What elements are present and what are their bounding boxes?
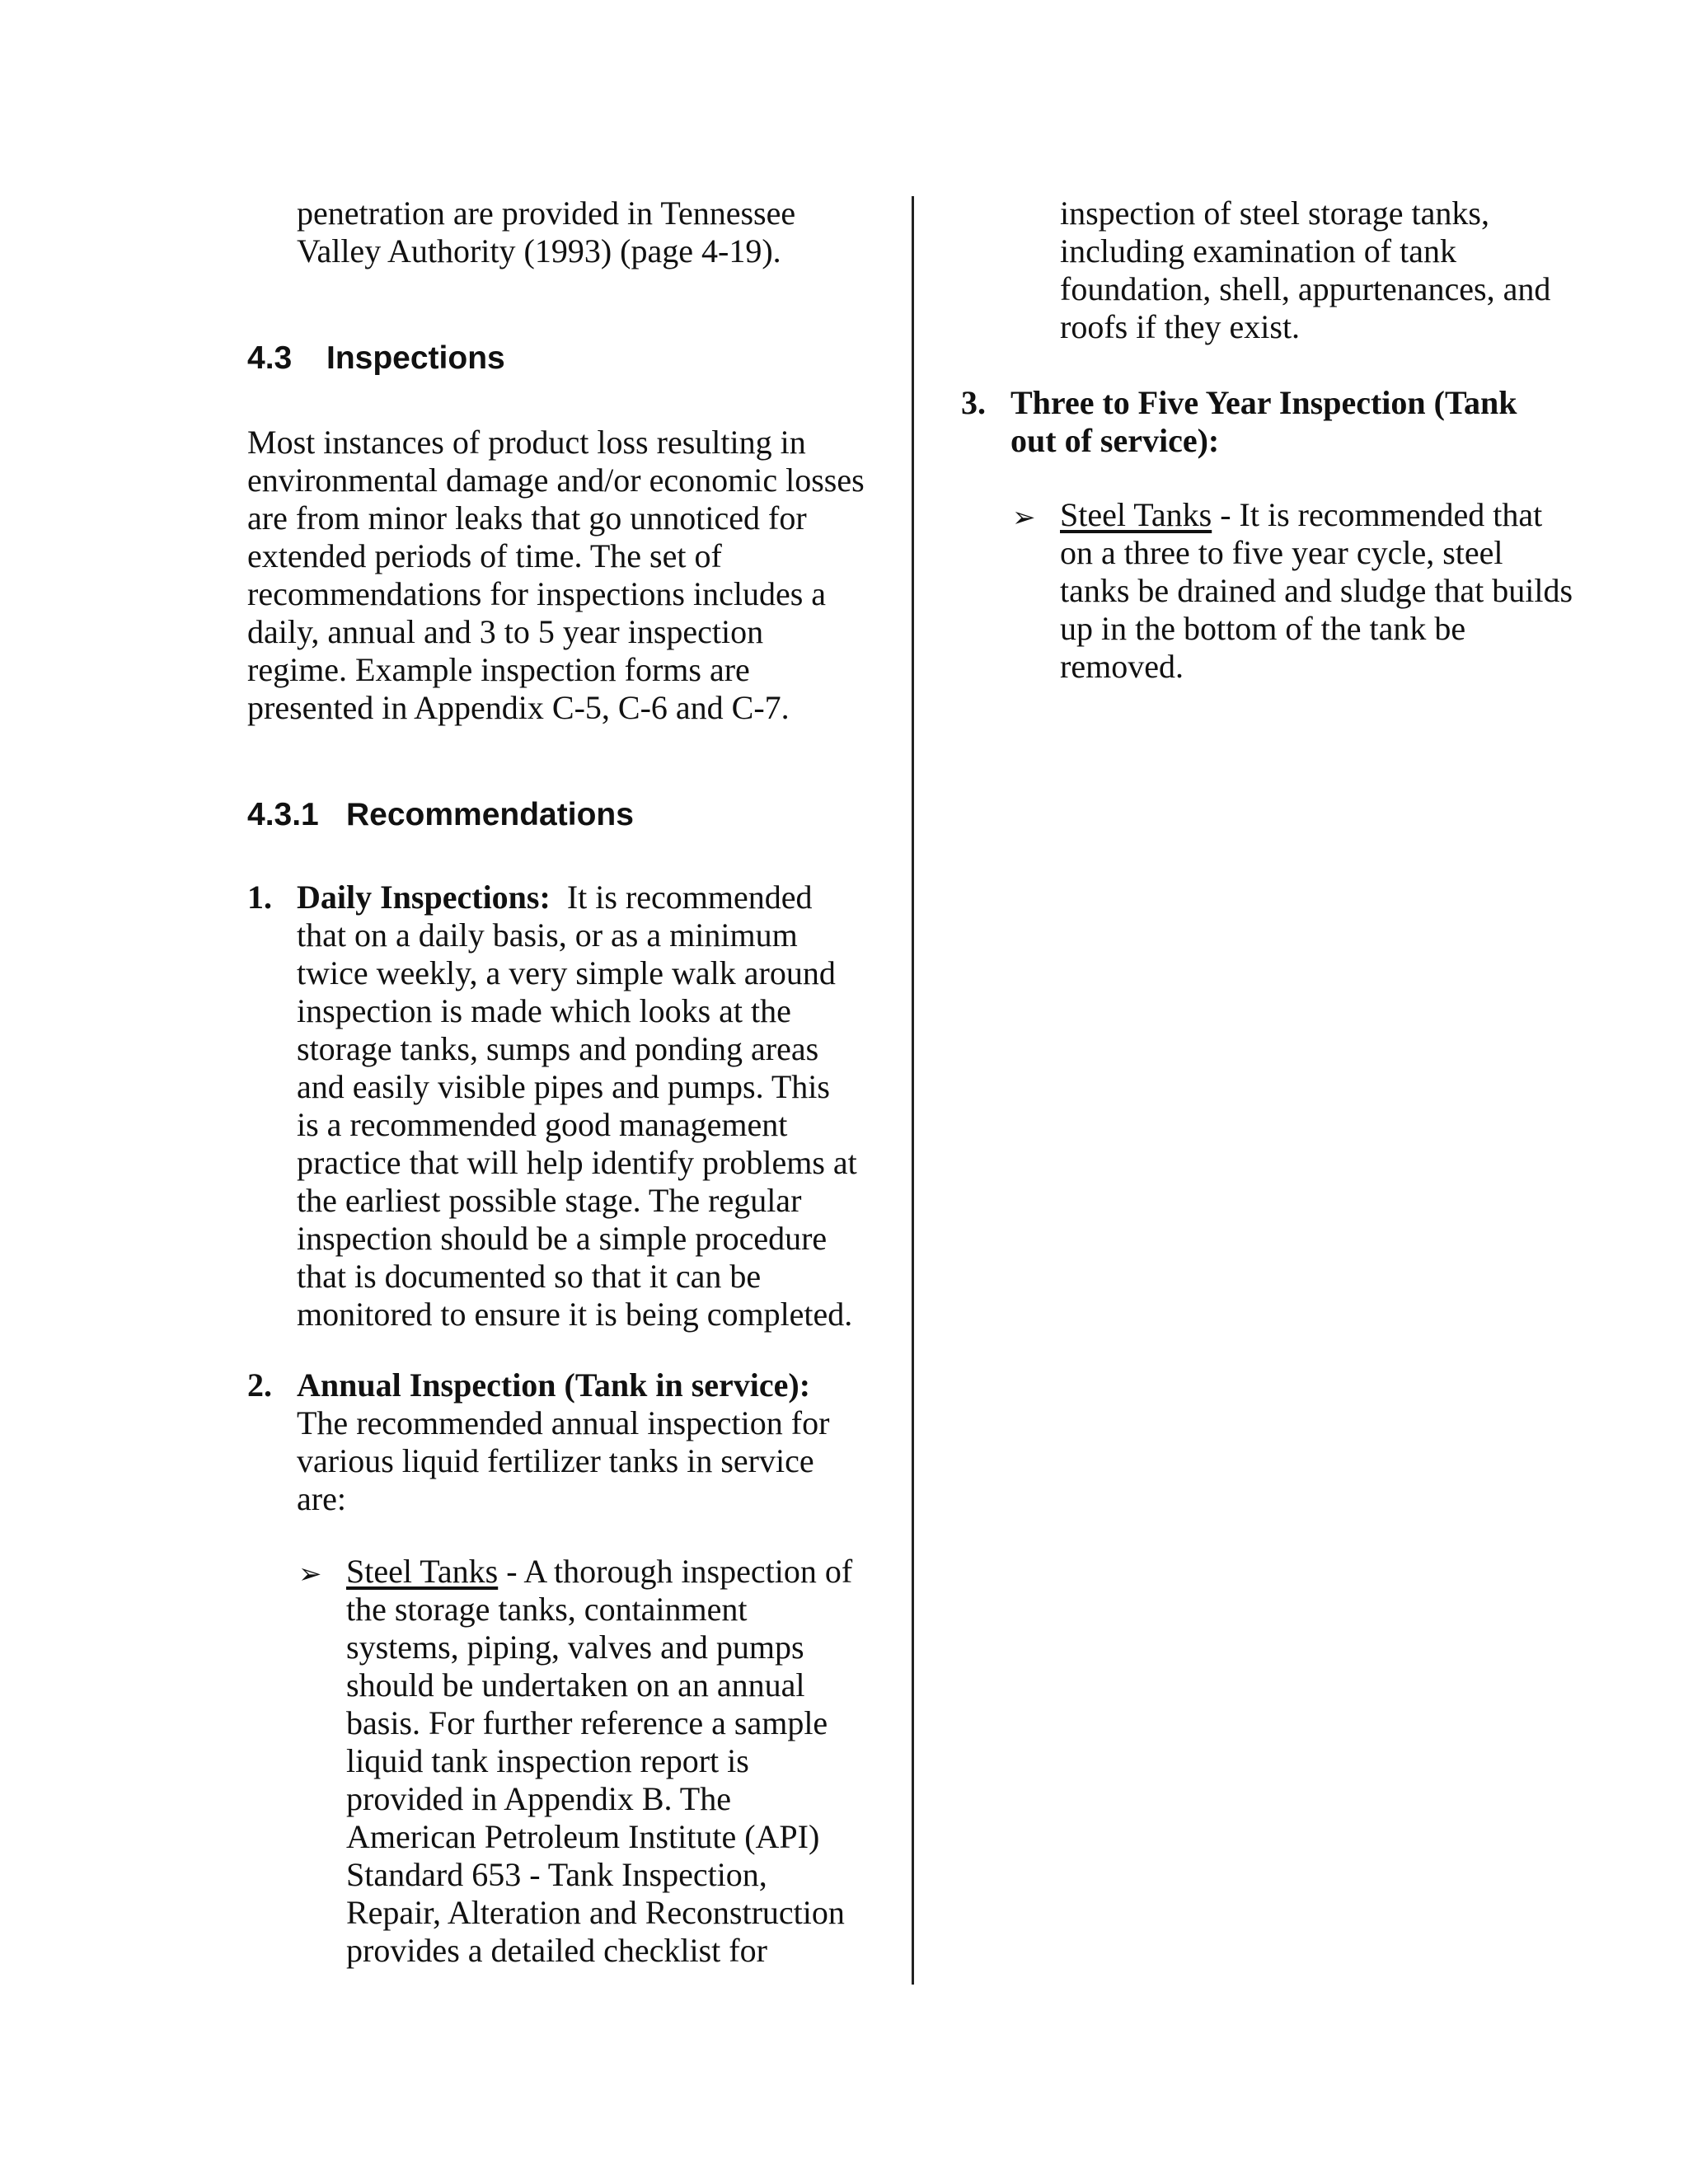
bullet-label: Steel Tanks [1060,496,1212,533]
section-heading [247,340,505,377]
arrowhead-icon: ➢ [1012,503,1036,533]
list-number: 2. [247,1366,272,1404]
list-item-daily-inspections: Daily Inspections: It is recommended that on a daily basis, or as a minimum twice weekly, a very simple walk around inspection is made which looks at the storage tanks, sumps and ponding areas and easily visible pipes and pumps. This is a recommended good management practice that will help identify problems at the earliest possible stage. The regular inspection should be a simple procedure that is documented so that it can be monitored to ensure it is being completed. [297,879,857,1333]
list-item-title: Three to Five Year Inspection (Tank [1010,384,1517,421]
section-number: 4.3 [247,340,293,376]
section-paragraph: Most instances of product loss resulting in environmental damage and/or economic losses are from minor leaks that go unnoticed for extended periods of time. The set of recommendations for inspections includes a daily, annual and 3 to 5 year inspection regime. Example inspection forms are presented in Appendix C-5, C-6 and C-7. [247,424,865,726]
list-number: 1. [247,879,272,916]
bullet-label: Steel Tanks [346,1553,499,1590]
section-title: Inspections [326,340,505,376]
continued-paragraph: inspection of steel storage tanks, including examination of tank foundation, shell, appurtenances, and roofs if they exist. [1060,194,1551,345]
list-item-annual-inspection: Annual Inspection (Tank in service): The recommended annual inspection for various liquid fertilizer tanks in service are: [297,1366,830,1517]
list-item-three-to-five-year: Three to Five Year Inspection (Tank out of service): [1010,384,1517,459]
bullet-steel-tanks-five-year: Steel Tanks - It is recommended that on a three to five year cycle, steel tanks be drained and sludge that builds up in the bottom of the tank be removed. [1060,496,1573,685]
subsection-title: Recommendations [346,797,634,832]
list-item-title: Annual Inspection (Tank in service): [297,1366,811,1404]
list-number: 3. [961,384,986,421]
arrowhead-icon: ➢ [298,1559,322,1590]
column-divider [912,196,914,1985]
subsection-number: 4.3.1 [247,797,319,832]
intro-paragraph: penetration are provided in Tennessee Valley Authority (1993) (page 4-19). [297,194,796,269]
subsection-heading [247,796,634,834]
list-item-title: Daily Inspections: [297,879,551,916]
bullet-steel-tanks-annual: Steel Tanks - A thorough inspection of the storage tanks, containment systems, piping, valves and pumps should be undertaken on an annual basis. For further reference a sample liquid tank inspection report is provided in Appendix B. The American Petroleum Institute (API) Standard 653 - Tank Inspection, Repair, Alteration and Reconstruction provides a detailed checklist for [346,1553,853,1969]
